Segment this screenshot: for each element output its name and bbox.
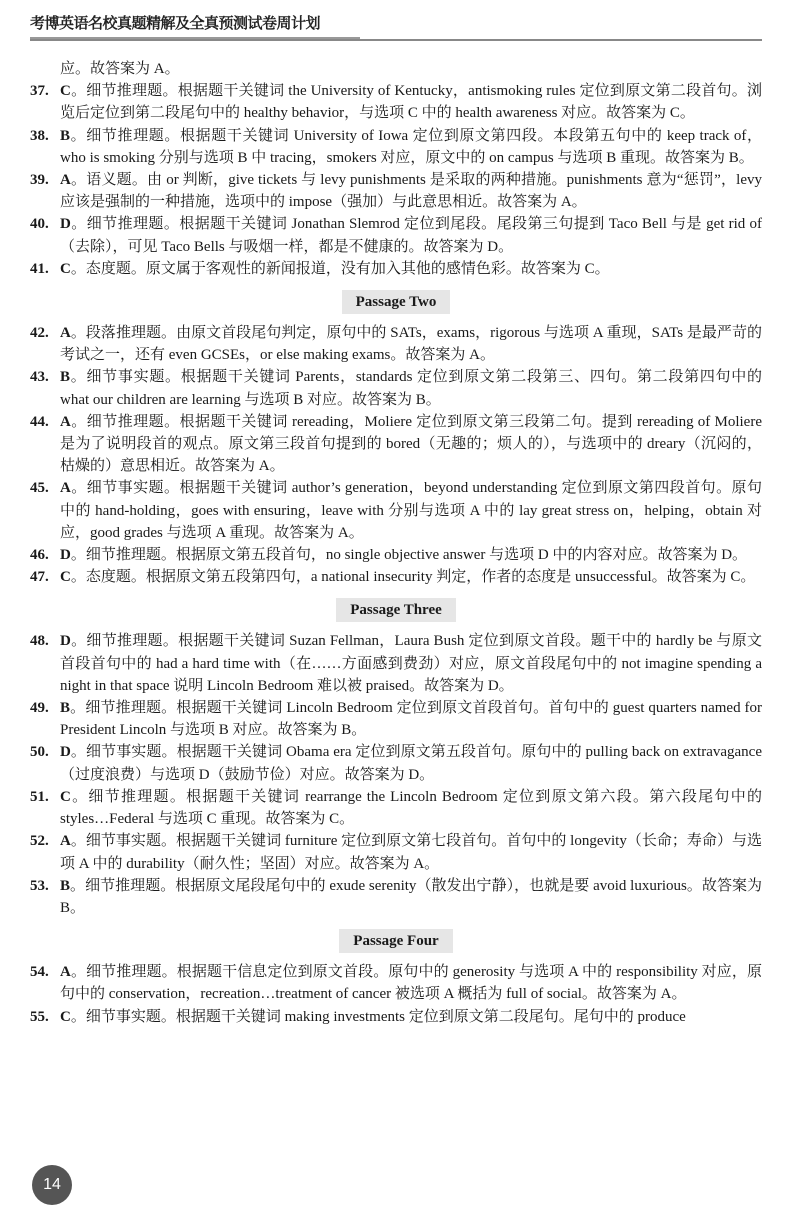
explanation-text: 。态度题。根据原文第五段第四句，a national insecurity 判定，作者的态度是 unsuccessful。故答案为 C。: [70, 569, 756, 586]
explanation-text: 。细节推理题。根据题干关键词 University of Iowa 定位到原文第四段。本段第五句中的 keep track of，who is smoking 分别与选项 B 中 tracing，smokers 对应，原文中的 on campus 与选项 B 重现。故答案为 B。: [60, 127, 762, 166]
answer-letter: B: [60, 127, 71, 144]
answer-item: [30, 566, 762, 588]
answer-item: [30, 366, 762, 410]
explanation-text: 。态度题。原文属于客观性的新闻报道，没有加入其他的感情色彩。故答案为 C。: [70, 260, 610, 277]
explanation-text: 。细节推理题。根据题干关键词 rereading，Moliere 定位到原文第三段第二句。提到 rereading of Moliere 是为了说明段首的观点。原文第三段首句提到的 bored（无趣的；烦人的），与选项中的 dreary（沉闷的，枯燥的）意思相近。故答案为 A。: [60, 413, 762, 475]
question-number: 37.: [30, 83, 49, 100]
explanation-text: 。段落推理题。由原文首段尾句判定，原句中的 SATs，exams，rigorous 与选项 A 重现，SATs 是最严苛的考试之一，还有 even GCSEs，or else making exams。故答案为 A。: [60, 325, 762, 364]
section-title: Passage Two: [342, 290, 451, 314]
question-number: 49.: [30, 700, 49, 717]
explanation-text: 。细节推理题。根据题干关键词 Suzan Fellman，Laura Bush 定位到原文首段。题干中的 hardly be 与原文首段首句中的 had a hard time with（在……方面感到费劲）对应，原文首段尾句中的 not imagine spending a night in that space 说明 Lincoln Bedroom 难以被 praised。故答案为 D。: [60, 633, 762, 694]
question-number: 47.: [30, 569, 49, 586]
answer-letter: B: [60, 700, 71, 717]
answer-letter: A: [60, 480, 71, 497]
explanation-text: 。细节推理题。根据题干关键词 rearrange the Lincoln Bedroom 定位到原文第六段。第六段尾句中的 styles…Federal 与选项 C 重现。故答案为 C。: [60, 788, 762, 828]
explanation-text: 。细节事实题。根据题干关键词 Parents，standards 定位到原文第二段第三、四句。第二段第四句中的 what our children are learning 与选项 B 对应。故答案为 B。: [60, 369, 762, 408]
answer-item: [30, 213, 762, 257]
continued-text: 应。故答案为 A。: [60, 61, 180, 77]
question-number: 44.: [30, 413, 49, 430]
section-title: Passage Four: [339, 929, 452, 953]
explanation-text: 。细节推理题。根据题干关键词 Jonathan Slemrod 定位到尾段。尾段第三句提到 Taco Bell 与是 get rid of（去除），可见 Taco Bells 与吸烟一样，都是不健康的。故答案为 D。: [60, 216, 762, 255]
question-number: 51.: [30, 788, 49, 805]
question-number: 55.: [30, 1008, 49, 1025]
answer-item: [30, 630, 762, 697]
explanation-text: 。细节推理题。根据原文第五段首句，no single objective answer 与选项 D 中的内容对应。故答案为 D。: [70, 547, 748, 564]
explanation-text: 。细节事实题。根据题干关键词 Obama era 定位到原文第五段首句。原句中的 pulling back on extravagance（过度浪费）与选项 D（鼓励节俭）对应。故答案为 D。: [60, 744, 762, 783]
section-title: Passage Three: [336, 598, 456, 622]
answer-letter: A: [60, 325, 71, 342]
answer-letter: C: [60, 788, 71, 805]
answer-letter: C: [60, 83, 71, 100]
answer-letter: A: [60, 964, 71, 981]
explanation-text: 。细节推理题。根据题干信息定位到原文首段。原句中的 generosity 与选项 A 中的 responsibility 对应，原句中的 conservation，recreation…treatment of cancer 被选项 A 概括为 full of social。故答案为 A。: [60, 964, 762, 1003]
answer-letter: C: [60, 569, 71, 586]
question-number: 43.: [30, 369, 49, 386]
answer-letter: B: [60, 877, 71, 894]
answer-item: [30, 741, 762, 785]
answer-letter: C: [60, 260, 71, 277]
running-header: [30, 12, 762, 33]
answer-letter: C: [60, 1008, 71, 1025]
answer-item: [30, 258, 762, 280]
answer-letter: A: [60, 833, 71, 850]
page-number: 14: [32, 1165, 72, 1205]
answer-item: [30, 961, 762, 1005]
answer-letter: D: [60, 547, 71, 564]
explanation-text: 。细节事实题。根据题干关键词 furniture 定位到原文第七段首句。首句中的 longevity（长命；寿命）与选项 A 中的 durability（耐久性；坚固）对应。故答案为 A。: [60, 833, 762, 872]
question-number: 46.: [30, 547, 49, 564]
section-heading: [30, 929, 762, 953]
explanation-text: 。语义题。由 or 判断，give tickets 与 levy punishments 是采取的两种措施。punishments 意为“惩罚”，levy 应该是强制的一种措施，选项中的 impose（强加）与此意思相近。故答案为 A。: [60, 172, 762, 211]
explanation-text: 。细节事实题。根据题干关键词 author’s generation，beyond understanding 定位到原文第四段首句。原句中的 hand-holding，goes with ensuring，leave with 分别与选项 A 中的 lay great stress on，helping，obtain 对应，good grades 与选项 A 重现。故答案为 A。: [60, 480, 762, 541]
answer-item: [30, 830, 762, 874]
explanation-text: 。细节推理题。根据题干关键词 the University of Kentucky，antismoking rules 定位到原文第二段首句。浏览后定位到第二段尾句中的 healthy behavior，与选项 C 中的 health awareness 对应。故答案为 C。: [60, 83, 762, 122]
question-number: 45.: [30, 480, 49, 497]
question-number: 38.: [30, 127, 49, 144]
answer-letter: D: [60, 744, 71, 761]
answer-item: [30, 322, 762, 366]
question-number: 54.: [30, 964, 49, 981]
answer-letter: A: [60, 172, 71, 189]
answer-letter: A: [60, 413, 71, 430]
answer-item: [30, 125, 762, 169]
answer-explanations: [30, 58, 762, 1028]
answer-item: [30, 1006, 762, 1028]
question-number: 41.: [30, 260, 49, 277]
header-rule: [30, 39, 762, 41]
answer-item: [30, 80, 762, 124]
explanation-text: 。细节推理题。根据题干关键词 Lincoln Bedroom 定位到原文首段首句。首句中的 guest quarters named for President Lincoln 与选项 B 对应。故答案为 B。: [60, 700, 762, 739]
answer-item: [30, 544, 762, 566]
answer-item: [30, 875, 762, 919]
answer-letter: B: [60, 369, 71, 386]
answer-letter: D: [60, 633, 71, 650]
answer-letter: D: [60, 216, 71, 233]
question-number: 50.: [30, 744, 49, 761]
question-number: 48.: [30, 633, 49, 650]
section-heading: [30, 290, 762, 314]
answer-item: [30, 786, 762, 830]
question-number: 53.: [30, 877, 49, 894]
question-number: 39.: [30, 172, 49, 189]
answer-item: [30, 697, 762, 741]
question-number: 42.: [30, 325, 49, 342]
book-title: 考博英语名校真题精解及全真预测试卷周计划: [30, 14, 321, 32]
answer-item: [30, 411, 762, 478]
answer-item: [30, 169, 762, 213]
question-number: 40.: [30, 216, 49, 233]
question-number: 52.: [30, 833, 49, 850]
explanation-text: 。细节事实题。根据题干关键词 making investments 定位到原文第二段尾句。尾句中的 produce: [70, 1008, 686, 1025]
answer-item: [30, 477, 762, 544]
section-heading: [30, 598, 762, 622]
explanation-text: 。细节推理题。根据原文尾段尾句中的 exude serenity（散发出宁静），也就是要 avoid luxurious。故答案为 B。: [60, 877, 762, 916]
